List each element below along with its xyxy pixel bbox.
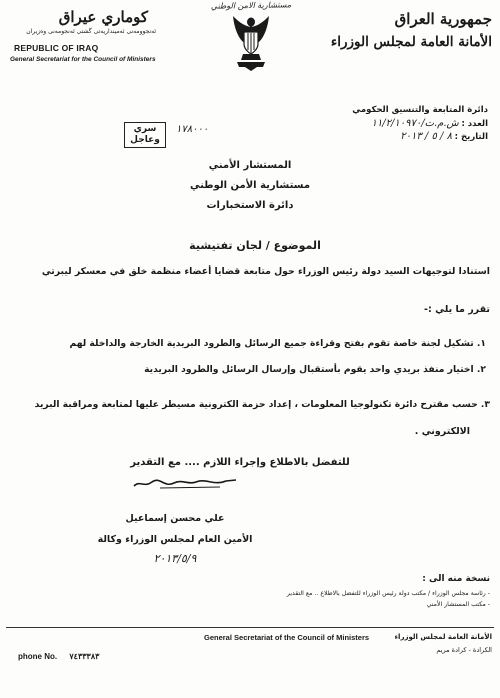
footer-en: General Secretariat of the Council of Ministers <box>204 633 370 642</box>
copies-item-2: - مكتب المستشار الأمني <box>426 601 490 608</box>
header-top-stamp: مستشارية الامن الوطني <box>210 0 292 11</box>
footer-phone <box>18 652 99 661</box>
secret-label: سري <box>133 124 157 134</box>
body-item-3a: ٣. حسب مقترح دائرة تكنولوجيا المعلومات ، إعداد حزمة الكترونية مسيطر عليها لمتابعة ومراقبة البريد <box>34 399 490 410</box>
addressee-line-2: مستشارية الأمن الوطني <box>189 180 311 191</box>
header-right-title-1: جمهورية العراق <box>394 10 492 28</box>
body-item-2: ٢. اختيار منفذ بريدي واحد يقوم بأستقبال وإرسال الرسائل والطرود البريدية <box>144 364 486 375</box>
date-row <box>300 131 488 142</box>
signatory-title: الأمين العام لمجلس الوزراء وكالة <box>97 534 253 545</box>
signatory-name: علي محسن إسماعيل <box>125 513 225 524</box>
urgent-label: وعاجل <box>130 135 160 145</box>
subject-line: الموضوع / لجان تفتيشية <box>189 239 321 252</box>
header-left-arabic-subtitle: ئەنجوومەنی ئه‌مینداریه‌تی گشتی ئه‌نجومه‌نی وه‌زیران <box>26 28 156 35</box>
footer-phone-value: ٧٤٣٣٣٨٣ <box>69 652 100 661</box>
signature-date: ٢٠١٣/٥/٩ <box>153 552 197 565</box>
reference-row <box>300 118 488 129</box>
footer-divider <box>6 627 494 628</box>
body-intro: استنادا لتوجيهات السيد دولة رئيس الوزراء حول متابعة قضايا أعضاء منظمة خلق في معسكر ليبرتي <box>41 266 490 277</box>
ref-value: ش.م.ت/١١/٢/١٠٩٧٠ <box>371 118 459 129</box>
addressee-line-3: دائرة الاستخبارات <box>206 200 294 211</box>
incoming-number: ١٧٨٠٠٠ <box>176 124 209 135</box>
header-left-arabic-title: كوماري عيراق <box>58 8 148 26</box>
dept-name: دائرة المتابعة والتنسيق الحكومي <box>352 105 488 115</box>
footer-ar-address: الكرادة - كرادة مريم <box>436 646 492 654</box>
footer-ar: الأمانة العامة لمجلس الوزراء <box>394 633 492 641</box>
signature-scribble <box>130 474 240 492</box>
date-label: التاريخ : <box>454 132 488 142</box>
copies-item-1: - رئاسة مجلس الوزراء / مكتب دولة رئيس الوزراء للتفضل بالاطلاع .. مع التقدير <box>286 590 490 597</box>
addressee-line-1: المستشار الأمني <box>208 160 292 171</box>
body-item-1: ١. تشكيل لجنة خاصة تقوم بفتح وقراءة جميع الرسائل والطرود البريدية الخارجة والداخلة لهم <box>69 338 486 349</box>
header-secretariat-en: General Secretariat for the Council of Ministers <box>10 56 156 63</box>
header-republic-en: REPUBLIC OF IRAQ <box>14 43 99 53</box>
footer-phone-label: phone No. <box>18 652 58 661</box>
header-right-title-2: الأمانة العامة لمجلس الوزراء <box>330 34 492 50</box>
body-decided: تقرر ما يلي :- <box>424 304 490 315</box>
iraq-emblem-icon <box>231 14 271 72</box>
secret-urgent-badge <box>124 122 166 148</box>
date-value: ٨ / ٥ / ٢٠١٣ <box>400 131 452 142</box>
copies-heading: نسخة منه الى : <box>422 574 490 584</box>
ref-label: العدد : <box>461 119 488 129</box>
body-item-3b: الالكتروني . <box>414 426 470 437</box>
closing-line: للتفضل بالاطلاع وإجراء اللازم .... مع التقدير <box>130 457 350 468</box>
